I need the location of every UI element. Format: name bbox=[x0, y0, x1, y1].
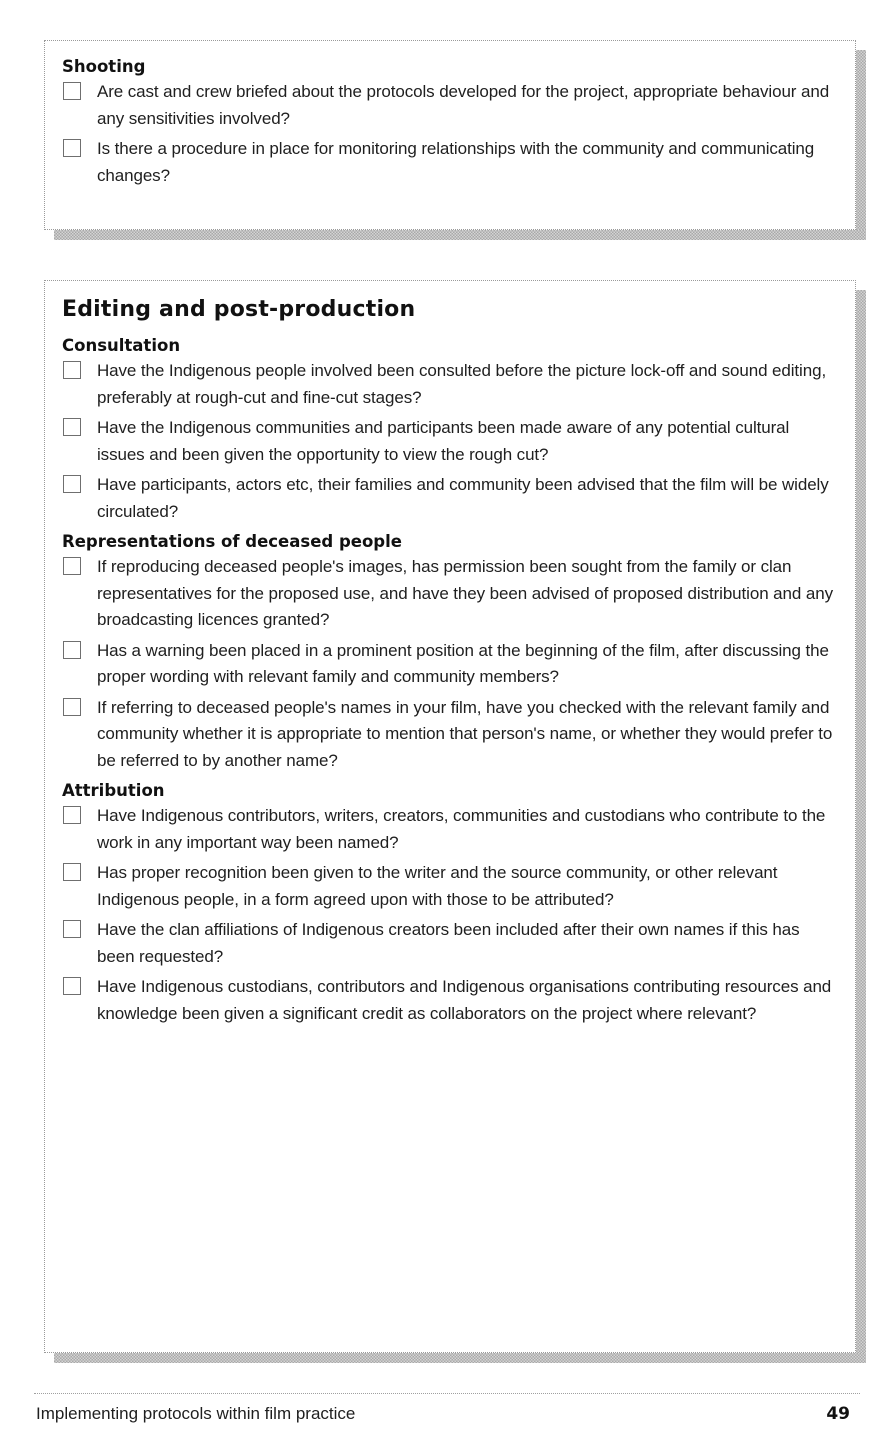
checkbox[interactable] bbox=[63, 641, 81, 659]
checkbox[interactable] bbox=[63, 698, 81, 716]
checklist-item bbox=[62, 79, 835, 132]
section-title: Editing and post-production bbox=[62, 297, 416, 322]
checklist-item bbox=[62, 695, 835, 775]
checklist-item-text: Have the clan affiliations of Indigenous creators been included after their own names if this has been requested? bbox=[97, 920, 800, 966]
checklist-item bbox=[62, 917, 835, 970]
checkbox[interactable] bbox=[63, 863, 81, 881]
deceased-list bbox=[62, 554, 835, 774]
footer-text: Implementing protocols within film practice bbox=[36, 1404, 356, 1423]
checkbox[interactable] bbox=[63, 418, 81, 436]
checkbox[interactable] bbox=[63, 139, 81, 157]
checklist-item-text: Has proper recognition been given to the writer and the source community, or other relevant Indigenous people, in a form agreed upon with those to be attributed? bbox=[97, 863, 778, 909]
consultation-group bbox=[62, 333, 835, 525]
shooting-group bbox=[62, 54, 835, 189]
editing-content bbox=[62, 295, 835, 1031]
checklist-item bbox=[62, 803, 835, 856]
consultation-heading: Consultation bbox=[62, 336, 181, 355]
checklist-item bbox=[62, 554, 835, 634]
shooting-list bbox=[62, 79, 835, 189]
box-shadow bbox=[54, 1353, 866, 1363]
checklist-item-text: Is there a procedure in place for monitoring relationships with the community and communicating changes? bbox=[97, 139, 815, 185]
checklist-item-text: Have the Indigenous people involved been consulted before the picture lock-off and sound editing, preferably at rough-cut and fine-cut stages? bbox=[97, 361, 827, 407]
box-shadow bbox=[54, 230, 866, 240]
checklist-item bbox=[62, 136, 835, 189]
attribution-group bbox=[62, 778, 835, 1027]
shooting-content bbox=[62, 54, 835, 193]
editing-checklist-box bbox=[44, 280, 856, 1353]
consultation-list bbox=[62, 358, 835, 525]
checkbox[interactable] bbox=[63, 475, 81, 493]
checklist-item-text: Have the Indigenous communities and participants been made aware of any potential cultural issues and been given the opportunity to view the rough cut? bbox=[97, 418, 790, 464]
checklist-item bbox=[62, 860, 835, 913]
attribution-heading: Attribution bbox=[62, 781, 165, 800]
checklist-item-text: Have Indigenous custodians, contributors and Indigenous organisations contributing resources and knowledge been given a significant credit as collaborators on the project where relevant? bbox=[97, 977, 832, 1023]
checkbox[interactable] bbox=[63, 82, 81, 100]
page-number: 49 bbox=[826, 1404, 850, 1424]
checklist-item-text: If reproducing deceased people's images, has permission been sought from the family or clan representatives for the proposed use, and have they been advised of proposed distribution and any broadcasting licences granted? bbox=[97, 557, 833, 629]
checkbox[interactable] bbox=[63, 920, 81, 938]
deceased-heading: Representations of deceased people bbox=[62, 532, 402, 551]
checkbox[interactable] bbox=[63, 557, 81, 575]
checkbox[interactable] bbox=[63, 977, 81, 995]
checklist-item-text: If referring to deceased people's names in your film, have you checked with the relevant family and community whether it is appropriate to mention that person's name, or whether they would prefer to be referred to by another name? bbox=[97, 697, 833, 770]
checklist-item bbox=[62, 974, 835, 1027]
checklist-item-text: Has a warning been placed in a prominent position at the beginning of the film, after discussing the proper wording with relevant family and community members? bbox=[97, 640, 829, 686]
checklist-item bbox=[62, 638, 835, 691]
shooting-checklist-box bbox=[44, 40, 856, 230]
box-shadow bbox=[856, 290, 866, 1363]
checklist-item-text: Have participants, actors etc, their families and community been advised that the film will be widely circulated? bbox=[97, 475, 829, 521]
checkbox[interactable] bbox=[63, 806, 81, 824]
checklist-item-text: Are cast and crew briefed about the protocols developed for the project, appropriate behaviour and any sensitivities involved? bbox=[97, 82, 830, 128]
checklist-item bbox=[62, 415, 835, 468]
checklist-item-text: Have Indigenous contributors, writers, creators, communities and custodians who contribute to the work in any important way been named? bbox=[97, 806, 826, 852]
footer-divider bbox=[34, 1393, 860, 1394]
checklist-item bbox=[62, 472, 835, 525]
box-shadow bbox=[856, 50, 866, 240]
shooting-heading: Shooting bbox=[62, 57, 146, 76]
checkbox[interactable] bbox=[63, 361, 81, 379]
deceased-group bbox=[62, 529, 835, 774]
checklist-item bbox=[62, 358, 835, 411]
attribution-list bbox=[62, 803, 835, 1027]
